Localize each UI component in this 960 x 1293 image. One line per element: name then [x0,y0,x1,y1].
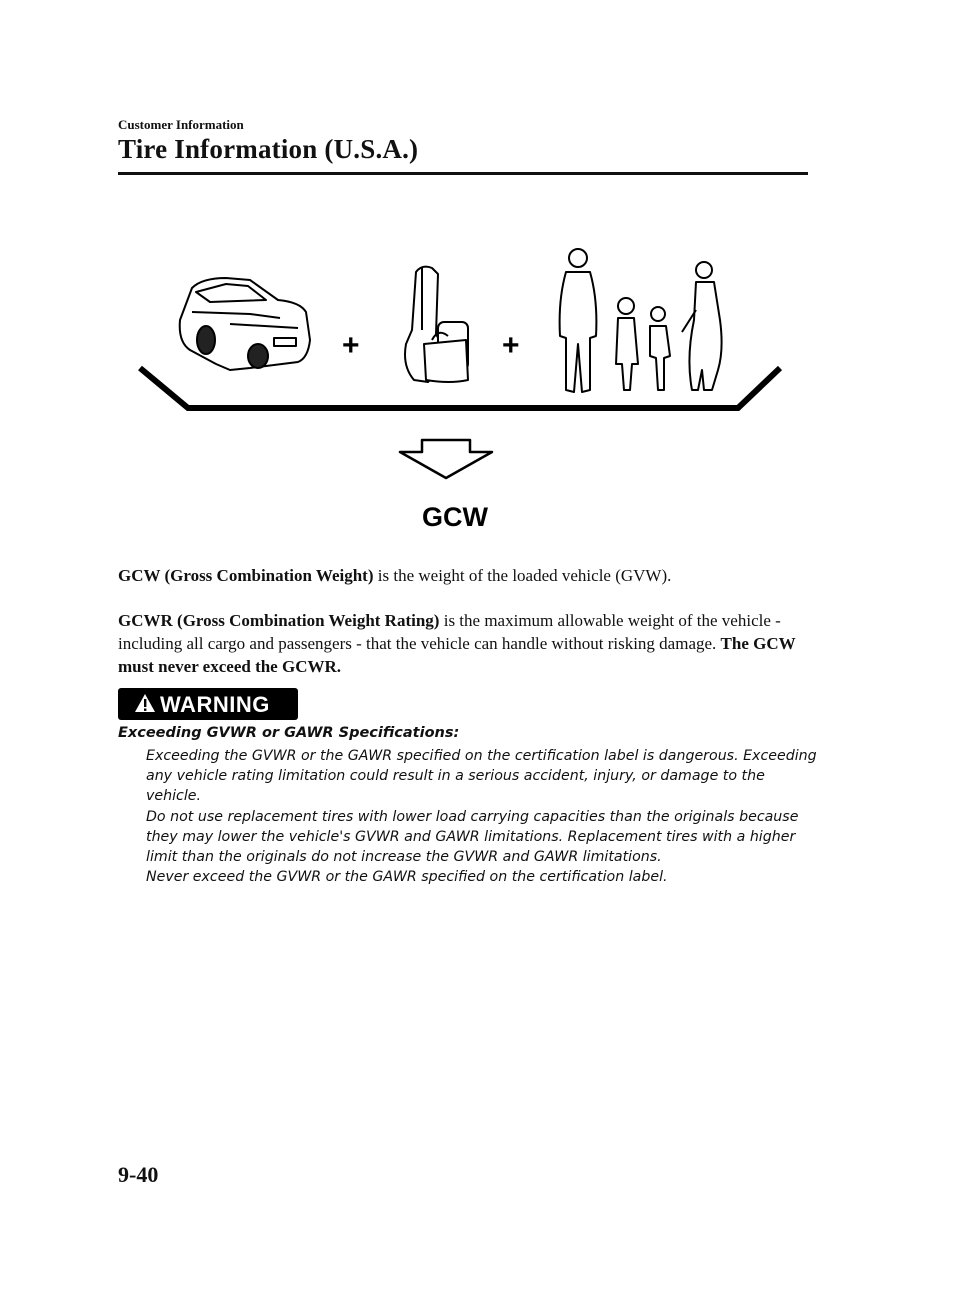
luggage-icon [405,267,468,382]
gcw-definition [118,564,818,587]
page-title: Tire Information (U.S.A.) [118,134,419,164]
gcw-label: GCW [422,502,488,532]
down-arrow-icon [400,440,492,478]
warning-paragraph: Never exceed the GVWR or the GAWR specified on the certification label. [146,869,668,886]
warning-body [146,746,818,887]
warning-paragraph: Do not use replacement tires with lower load carrying capacities than the originals because they may lower the vehicle's GVWR and GAWR limitations. Replacement tires with a higher limit than the originals do not increase the GVWR and GAWR limitations. [146,808,799,866]
gcw-illustration [130,240,790,540]
warning-paragraph: Exceeding the GVWR or the GAWR specified on the certification label is dangerous. Exceeding any vehicle rating limitation could result in a serious accident, injury, or damage to the vehicle. [146,748,817,805]
car-icon [180,278,310,370]
gcw-term: GCW (Gross Combination Weight) [118,566,374,585]
gcwr-text: is the maximum allowable weight of the vehicle - including all cargo and passengers - that the vehicle can handle without risking damage. [118,611,781,653]
gcwr-definition [118,609,818,678]
section-label: Customer Information [118,117,244,132]
title-rule [118,172,808,175]
gcwr-term: GCWR (Gross Combination Weight Rating) [118,611,440,630]
plus-sign-2: + [502,329,520,362]
warning-icon [134,693,156,713]
plus-sign-1: + [342,329,360,362]
warning-title: Exceeding GVWR or GAWR Specifications: [118,725,460,741]
warning-label: WARNING [160,692,270,717]
page-number: 9-40 [118,1162,159,1187]
family-icon [560,249,722,392]
warning-badge [118,688,298,720]
gcw-text: is the weight of the loaded vehicle (GVW). [373,566,672,585]
gcwr-emphasis: The GCW must never exceed the GCWR. [118,634,796,676]
